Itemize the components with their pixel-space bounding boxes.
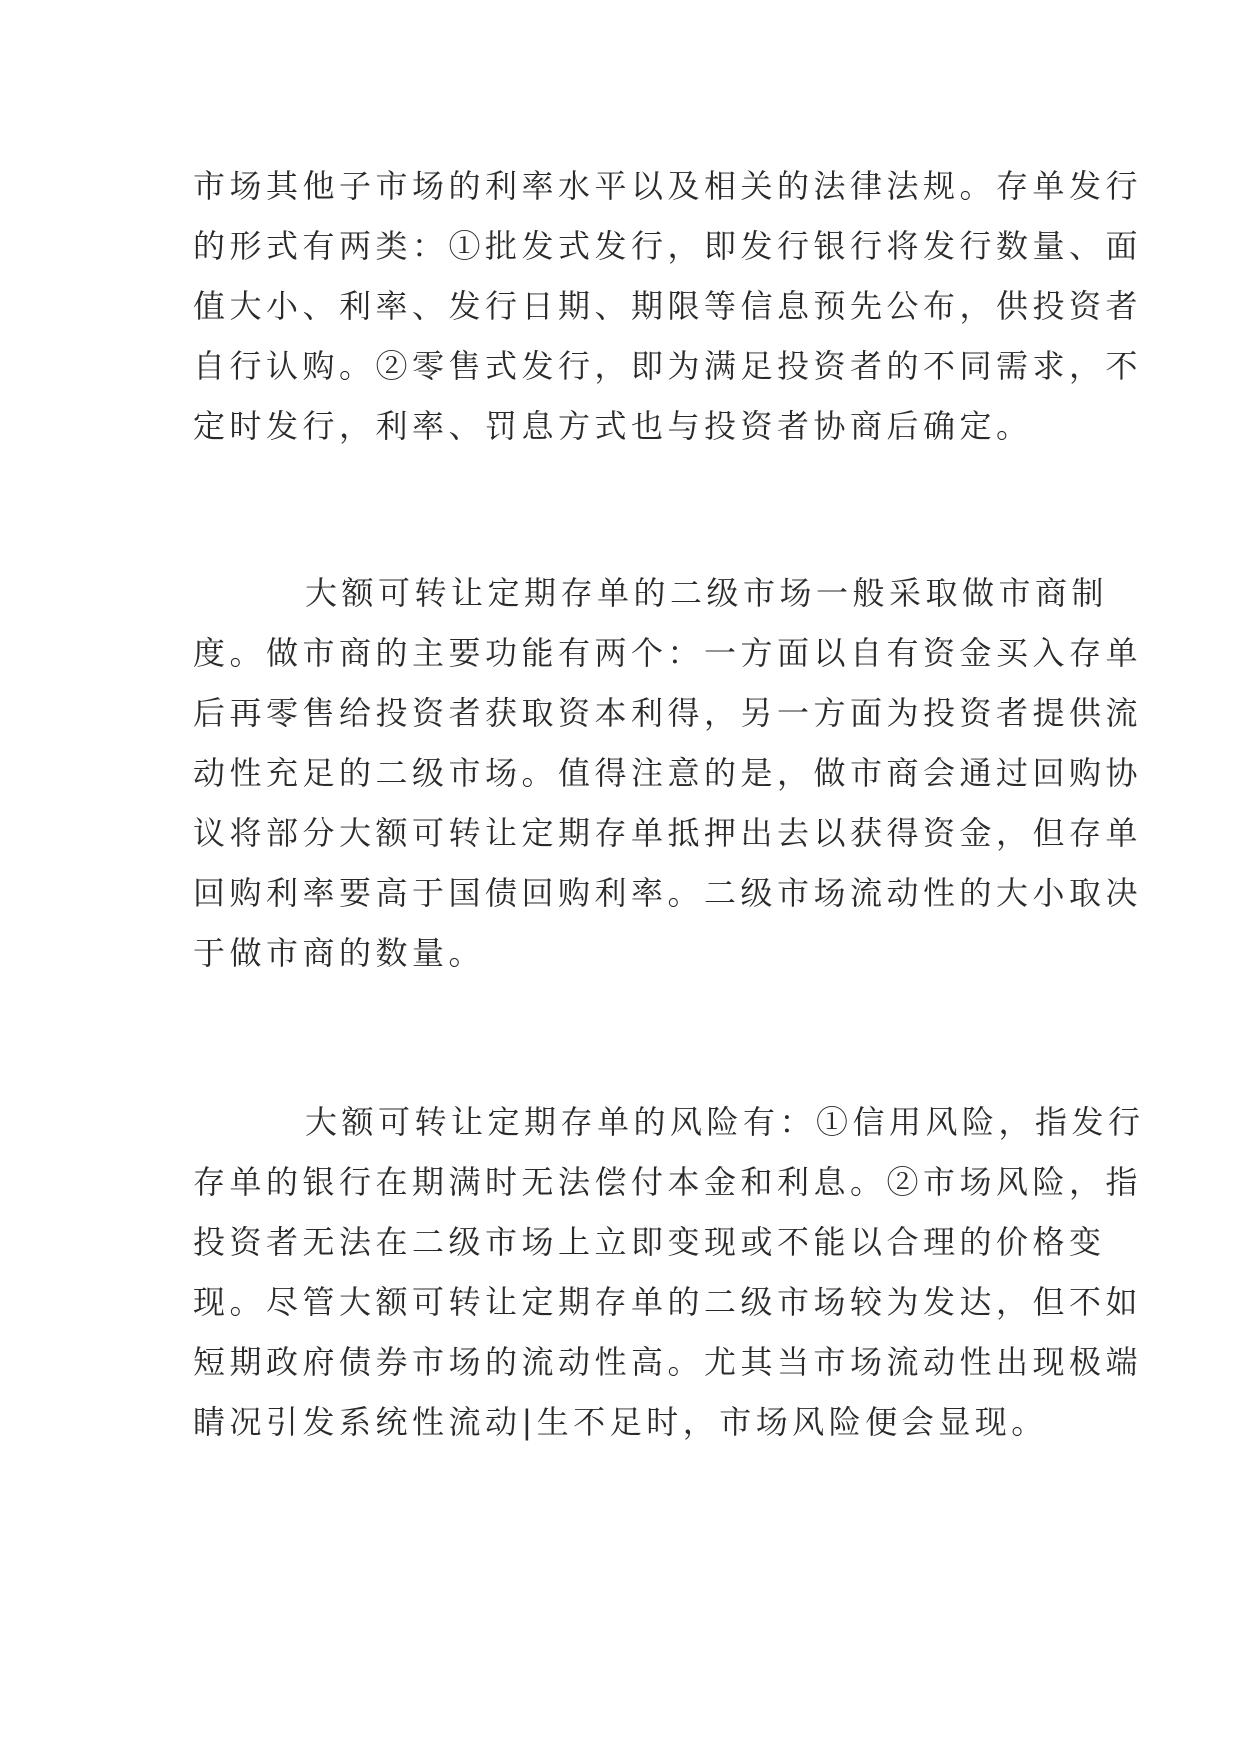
text-line: 于做市商的数量。 bbox=[193, 934, 486, 972]
text-line: 的形式有两类：①批发式发行，即发行银行将发行数量、面 bbox=[193, 227, 1143, 265]
text-line: 度。做市商的主要功能有两个：一方面以自有资金买入存单 bbox=[193, 634, 1143, 672]
text-line: 大额可转让定期存单的风险有：①信用风险，指发行 bbox=[305, 1103, 1145, 1141]
text-line: 市场其他子市场的利率水平以及相关的法律法规。存单发行 bbox=[193, 167, 1143, 205]
text-line: 短期政府债券市场的流动性高。尤其当市场流动性出现极端 bbox=[193, 1343, 1143, 1381]
text-line: 回购利率要高于国债回购利率。二级市场流动性的大小取决 bbox=[193, 874, 1143, 912]
text-line: 定时发行，利率、罚息方式也与投资者协商后确定。 bbox=[193, 407, 1033, 445]
text-line: 后再零售给投资者获取资本利得，另一方面为投资者提供流 bbox=[193, 694, 1143, 732]
paragraph-risks bbox=[193, 1092, 1145, 1452]
paragraph-issuance-forms bbox=[193, 156, 1143, 456]
text-line: 现。尽管大额可转让定期存单的二级市场较为发达，但不如 bbox=[193, 1283, 1143, 1321]
text-line: 动性充足的二级市场。值得注意的是，做市商会通过回购协 bbox=[193, 754, 1143, 792]
text-line: 自行认购。②零售式发行，即为满足投资者的不同需求，不 bbox=[193, 347, 1143, 385]
text-line: 投资者无法在二级市场上立即变现或不能以合理的价格变 bbox=[193, 1223, 1106, 1261]
text-line: 存单的银行在期满时无法偿付本金和利息。②市场风险，指 bbox=[193, 1163, 1143, 1201]
text-line: 议将部分大额可转让定期存单抵押出去以获得资金，但存单 bbox=[193, 814, 1143, 852]
text-line: 值大小、利率、发行日期、期限等信息预先公布，供投资者 bbox=[193, 287, 1143, 325]
paragraph-secondary-market bbox=[193, 563, 1143, 983]
text-line: 大额可转让定期存单的二级市场一般采取做市商制 bbox=[305, 574, 1109, 612]
text-line: 睛况引发系统性流动|生不足时，市场风险便会显现。 bbox=[193, 1403, 1048, 1441]
